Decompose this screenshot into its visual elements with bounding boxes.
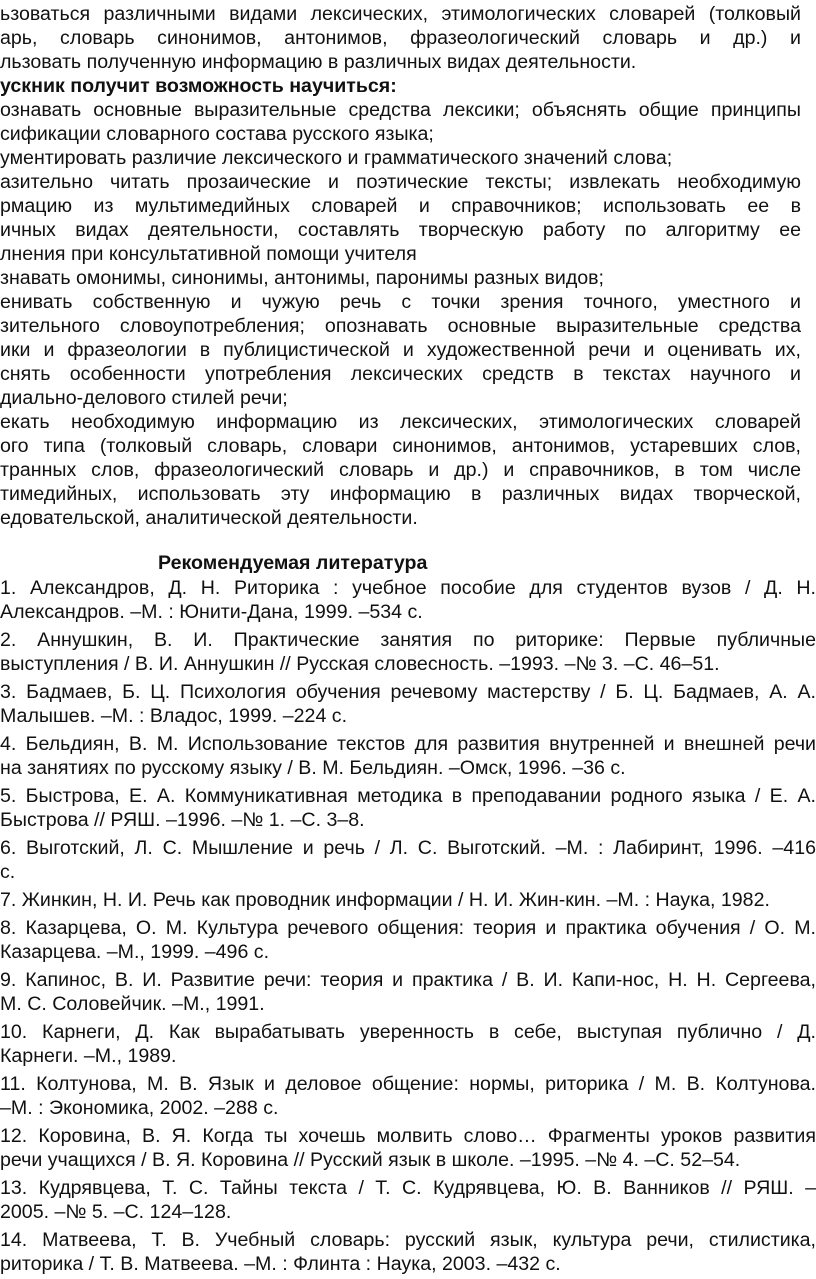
reference-line: с. (0, 861, 16, 883)
outcome-line: снять особенности употребления лексических средств в текстах научного и (0, 363, 801, 385)
reference-line: 11. Колтунова, М. В. Язык и деловое общение: нормы, риторика / М. В. Колтунова. (0, 1073, 816, 1095)
outcome-line: едовательской, аналитической деятельности. (0, 507, 418, 529)
outcome-line: лнения при консультативной помощи учителя (0, 243, 417, 265)
intro-line-3: льзовать полученную информацию в различных видах деятельности. (0, 51, 637, 73)
outcome-line: азительно читать прозаические и поэтические тексты; извлекать необходимую (0, 171, 801, 193)
intro-line-1: ьзоваться различными видами лексических, этимологических словарей (толковый (0, 3, 801, 25)
outcome-line: зительного словоупотребления; опознавать основные выразительные средства (0, 315, 801, 337)
reference-line: на занятиях по русскому языку / В. М. Бельдиян. –Омск, 1996. –36 с. (0, 757, 626, 779)
outcome-line: знавать омонимы, синонимы, антонимы, паронимы разных видов; (0, 267, 604, 289)
outcome-line: рмацию из мультимедийных словарей и справочников; использовать ее в (0, 195, 801, 217)
reference-line: –М. : Экономика, 2002. –288 с. (0, 1097, 279, 1119)
reference-line: 6. Выготский, Л. С. Мышление и речь / Л. С. Выготский. –М. : Лабиринт, 1996. –416 (0, 837, 816, 859)
outcome-line: ого типа (толковый словарь, словари синонимов, антонимов, устаревших слов, (0, 435, 801, 457)
reference-line: Александров. –М. : Юнити-Дана, 1999. –534 с. (0, 601, 423, 623)
outcome-line: екать необходимую информацию из лексических, этимологических словарей (0, 411, 801, 433)
outcome-line: транных слов, фразеологический словарь и др.) и справочников, в том числе (0, 459, 801, 481)
outcome-line: енивать собственную и чужую речь с точки зрения точного, уместного и (0, 291, 801, 313)
reference-line: Малышев. –М. : Владос, 1999. –224 с. (0, 705, 348, 727)
reference-line: 12. Коровина, В. Я. Когда ты хочешь молвить слово… Фрагменты уроков развития (0, 1125, 816, 1147)
reference-line: 7. Жинкин, Н. И. Речь как проводник информации / Н. И. Жин-кин. –М. : Наука, 1982. (0, 889, 770, 911)
intro-line-2: арь, словарь синонимов, антонимов, фразеологический словарь и др.) и (0, 27, 801, 49)
outcome-line: тимедийных, использовать эту информацию в различных видах творческой, (0, 483, 801, 505)
literature-heading: Рекомендуемая литература (158, 552, 428, 574)
reference-line: 13. Кудрявцева, Т. С. Тайны текста / Т. С. Кудрявцева, Ю. В. Ванников // РЯШ. – (0, 1177, 816, 1199)
reference-line: 2005. –№ 5. –С. 124–128. (0, 1201, 232, 1223)
outcome-line: ичных видах деятельности, составлять творческую работу по алгоритму ее (0, 219, 801, 241)
reference-line: 3. Бадмаев, Б. Ц. Психология обучения речевому мастерству / Б. Ц. Бадмаев, А. А. (0, 681, 816, 703)
reference-line: 14. Матвеева, Т. В. Учебный словарь: русский язык, культура речи, стилистика, (0, 1229, 816, 1251)
reference-line: 1. Александров, Д. Н. Риторика : учебное пособие для студентов вузов / Д. Н. (0, 577, 816, 599)
outcome-line: ики и фразеологии в публицистической и художественной речи и оценивать их, (0, 339, 801, 361)
reference-line: 4. Бельдиян, В. М. Использование текстов для развития внутренней и внешней речи (0, 733, 816, 755)
reference-line: 8. Казарцева, О. М. Культура речевого общения: теория и практика обучения / О. М. (0, 917, 816, 939)
reference-line: 5. Быстрова, Е. А. Коммуникативная методика в преподавании родного языка / Е. А. (0, 785, 816, 807)
reference-line: Карнеги. –М., 1989. (0, 1045, 177, 1067)
outcome-line: диально-делового стилей речи; (0, 387, 288, 409)
outcome-line: сификации словарного состава русского языка; (0, 123, 434, 145)
reference-line: Казарцева. –М., 1999. –496 с. (0, 941, 270, 963)
reference-line: Быстрова // РЯШ. –1996. –№ 1. –С. 3–8. (0, 809, 365, 831)
reference-line: М. С. Соловейчик. –М., 1991. (0, 993, 265, 1015)
reference-line: 10. Карнеги, Д. Как вырабатывать уверенность в себе, выступая публично / Д. (0, 1021, 816, 1043)
reference-line: речи учащихся / В. Я. Коровина // Русский язык в школе. –1995. –№ 4. –С. 52–54. (0, 1149, 741, 1171)
reference-line: риторика / Т. В. Матвеева. –М. : Флинта : Наука, 2003. –432 с. (0, 1253, 561, 1275)
reference-line: 9. Капинос, В. И. Развитие речи: теория и практика / В. И. Капи-нос, Н. Н. Сергеева, (0, 969, 816, 991)
outcome-line: ознавать основные выразительные средства лексики; объяснять общие принципы (0, 99, 801, 121)
reference-line: 2. Аннушкин, В. И. Практические занятия по риторике: Первые публичные (0, 629, 816, 651)
reference-line: выступления / В. И. Аннушкин // Русская словесность. –1993. –№ 3. –С. 46–51. (0, 653, 720, 675)
outcome-line: ументировать различие лексического и грамматического значений слова; (0, 147, 673, 169)
section-heading: ускник получит возможность научиться: (0, 75, 397, 97)
